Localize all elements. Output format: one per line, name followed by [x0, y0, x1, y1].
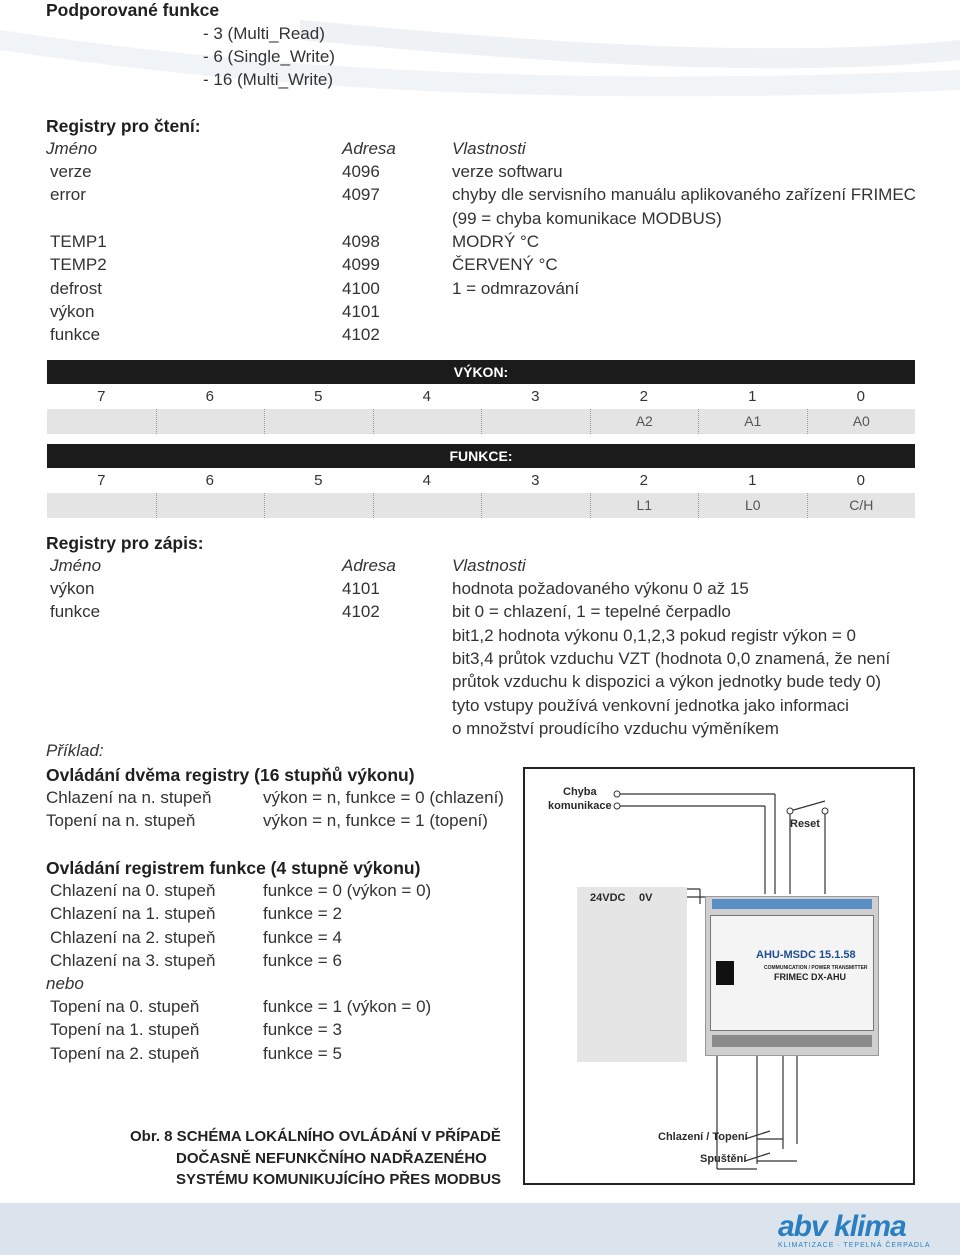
- read-row-cell: funkce: [50, 325, 101, 345]
- vykon-bit-cell: 5: [314, 388, 323, 405]
- func-reg2-row-cell: funkce = 5: [263, 1043, 342, 1063]
- vykon-label-cell: [373, 409, 482, 434]
- write-registers-title: Registry pro zápis:: [46, 533, 204, 553]
- func-reg-row-cell: funkce = 4: [263, 927, 342, 947]
- figure-caption-line2: DOČASNĚ NEFUNKČNÍHO NADŘAZENÉHO: [176, 1150, 487, 1167]
- funkce-label-cell: [373, 493, 482, 518]
- supply-box: [577, 887, 687, 1062]
- write-row-cell: výkon: [50, 579, 95, 598]
- read-row-cell: (99 = chyba komunikace MODBUS): [452, 208, 722, 228]
- write-row-cell: tyto vstupy používá venkovní jednotka jako informaci: [452, 695, 849, 715]
- supported-title: Podporované funkce: [46, 0, 220, 20]
- vykon-label-cell: A1: [698, 409, 807, 434]
- v0-label: 0V: [639, 892, 653, 904]
- read-header-name: Jméno: [46, 139, 98, 158]
- vykon-label-cell: A2: [590, 409, 699, 434]
- funkce-bit-cell: 7: [97, 472, 106, 489]
- write-row-cell: hodnota požadovaného výkonu 0 až 15: [452, 579, 749, 598]
- two-regs-row-cell: výkon = n, funkce = 1 (topení): [263, 811, 488, 831]
- funkce-bit-cell: 6: [205, 472, 214, 489]
- read-row-cell: 4101: [342, 301, 380, 321]
- vykon-bit-cell: 7: [97, 388, 106, 405]
- func-reg-row-cell: Chlazení na 2. stupeň: [50, 927, 216, 947]
- func-reg-row-cell: funkce = 2: [263, 904, 342, 924]
- device-module: [705, 896, 879, 1056]
- read-row-cell: 4096: [342, 162, 380, 181]
- komunikace-label: komunikace: [548, 800, 612, 812]
- read-row-cell: 4097: [342, 185, 380, 205]
- funkce-bit-cell: 1: [748, 472, 757, 489]
- read-row-cell: TEMP2: [50, 255, 107, 275]
- company-logo: [778, 1212, 931, 1249]
- func-reg2-row-cell: funkce = 3: [263, 1020, 342, 1040]
- read-header-address: Adresa: [342, 139, 396, 158]
- funkce-bit-cell: 5: [314, 472, 323, 489]
- vykon-label-cell: [481, 409, 590, 434]
- vykon-label-cell: [47, 409, 156, 434]
- write-header-address: Adresa: [342, 556, 396, 575]
- v24-label: 24VDC: [590, 892, 626, 904]
- funkce-label-cell: L0: [698, 493, 807, 518]
- vykon-table-title: VÝKON:: [47, 360, 915, 384]
- funkce-label-cell: [264, 493, 373, 518]
- vykon-label-cell: [156, 409, 265, 434]
- func-reg-row-cell: Chlazení na 1. stupeň: [50, 904, 216, 924]
- funkce-bit-cell: 2: [639, 472, 648, 489]
- device-terminals-bottom: [712, 1035, 872, 1047]
- write-row-cell: bit1,2 hodnota výkonu 0,1,2,3 pokud registr výkon = 0: [452, 625, 857, 645]
- vykon-bit-cell: 6: [205, 388, 214, 405]
- funkce-bit-row: [47, 468, 915, 493]
- logo-subtitle: KLIMATIZACE · TEPELNÁ ČERPADLA: [778, 1242, 931, 1249]
- device-model: AHU-MSDC 15.1.58: [756, 949, 856, 961]
- func-reg-row-cell: Chlazení na 0. stupeň: [50, 881, 216, 900]
- device-sub: COMMUNICATION / POWER TRANSMITTER: [764, 965, 868, 971]
- write-row-cell: 4101: [342, 579, 380, 598]
- reset-label: Reset: [790, 818, 820, 830]
- supported-item: - 3 (Multi_Read): [203, 24, 325, 43]
- read-row-cell: chyby dle servisního manuálu aplikovaného zařízení FRIMEC: [452, 185, 916, 205]
- funkce-bit-cell: 4: [422, 472, 431, 489]
- vykon-label-cell: [264, 409, 373, 434]
- read-row-cell: verze softwaru: [452, 162, 563, 181]
- chyba-label: Chyba: [563, 786, 597, 798]
- vykon-label-row: [47, 409, 915, 434]
- func-reg2-row-cell: Topení na 0. stupeň: [50, 997, 200, 1016]
- write-header-properties: Vlastnosti: [452, 556, 526, 575]
- vykon-bit-row: [47, 384, 915, 409]
- read-row-cell: TEMP1: [50, 231, 107, 251]
- write-row-cell: funkce: [50, 602, 101, 622]
- vykon-bit-cell: 3: [531, 388, 540, 405]
- write-row-cell: bit3,4 průtok vzduchu VZT (hodnota 0,0 znamená, že není: [452, 648, 891, 668]
- spusteni-label: Spuštění: [700, 1153, 747, 1165]
- write-row-cell: průtok vzduchu k dispozici a výkon jednotky bude tedy 0): [452, 672, 882, 692]
- device-display-icon: [716, 961, 734, 985]
- funkce-table: [47, 444, 915, 519]
- func-reg2-row-cell: Topení na 1. stupeň: [50, 1020, 200, 1040]
- device-name: FRIMEC DX-AHU: [774, 972, 846, 982]
- read-row-cell: 4099: [342, 255, 380, 275]
- read-row-cell: ČERVENÝ °C: [452, 255, 558, 275]
- read-row-cell: 4098: [342, 231, 380, 251]
- func-reg2-row-cell: funkce = 1 (výkon = 0): [263, 997, 432, 1016]
- two-regs-row-cell: Topení na n. stupeň: [46, 811, 196, 831]
- read-row-cell: 1 = odmrazování: [452, 278, 580, 298]
- figure-caption-line1: Obr. 8 SCHÉMA LOKÁLNÍHO OVLÁDÁNÍ V PŘÍPADĚ: [130, 1128, 501, 1145]
- funkce-label-cell: [481, 493, 590, 518]
- funkce-label-cell: L1: [590, 493, 699, 518]
- read-header-properties: Vlastnosti: [452, 139, 526, 158]
- logo-text: abv klima: [778, 1210, 906, 1243]
- func-reg2-row-cell: Topení na 2. stupeň: [50, 1043, 200, 1063]
- vykon-bit-cell: 2: [639, 388, 648, 405]
- funkce-bit-cell: 0: [856, 472, 865, 489]
- read-row-cell: error: [50, 185, 86, 205]
- read-row-cell: výkon: [50, 301, 95, 321]
- funkce-table-title: FUNKCE:: [47, 444, 915, 468]
- read-row-cell: MODRÝ °C: [452, 231, 540, 251]
- read-row-cell: verze: [50, 162, 92, 181]
- example-label: Příklad:: [46, 741, 104, 760]
- vykon-bit-cell: 1: [748, 388, 757, 405]
- nebo-label: nebo: [46, 974, 84, 993]
- write-row-cell: 4102: [342, 602, 380, 622]
- wiring-diagram: [523, 767, 915, 1185]
- two-registers-title: Ovládání dvěma registry (16 stupňů výkonu): [46, 765, 415, 785]
- two-regs-row-cell: Chlazení na n. stupeň: [46, 788, 212, 807]
- read-registers-title: Registry pro čtení:: [46, 116, 201, 136]
- vykon-bit-cell: 0: [856, 388, 865, 405]
- chlazeni-topeni-label: Chlazení / Topení: [658, 1131, 748, 1143]
- write-row-cell: bit 0 = chlazení, 1 = tepelné čerpadlo: [452, 602, 731, 622]
- func-reg-row-cell: funkce = 0 (výkon = 0): [263, 881, 432, 900]
- supported-item: - 6 (Single_Write): [203, 47, 335, 66]
- func-reg-row-cell: Chlazení na 3. stupeň: [50, 950, 216, 970]
- vykon-label-cell: A0: [807, 409, 916, 434]
- supported-item: - 16 (Multi_Write): [203, 70, 334, 89]
- funkce-label-cell: [156, 493, 265, 518]
- vykon-bit-cell: 4: [422, 388, 431, 405]
- funkce-label-row: [47, 493, 915, 518]
- figure-caption-line3: SYSTÉMU KOMUNIKUJÍCÍHO PŘES MODBUS: [176, 1171, 502, 1188]
- funkce-bit-cell: 3: [531, 472, 540, 489]
- write-header-name: Jméno: [50, 556, 102, 575]
- funkce-label-cell: C/H: [807, 493, 916, 518]
- function-register-title: Ovládání registrem funkce (4 stupně výkonu): [46, 858, 421, 878]
- two-regs-row-cell: výkon = n, funkce = 0 (chlazení): [263, 788, 504, 807]
- vykon-table: [47, 360, 915, 435]
- write-row-cell: o množství proudícího vzduchu výměníkem: [452, 718, 779, 738]
- func-reg-row-cell: funkce = 6: [263, 950, 342, 970]
- read-row-cell: defrost: [50, 278, 102, 298]
- read-row-cell: 4100: [342, 278, 380, 298]
- read-row-cell: 4102: [342, 325, 380, 345]
- funkce-label-cell: [47, 493, 156, 518]
- device-terminals-top: [712, 899, 872, 909]
